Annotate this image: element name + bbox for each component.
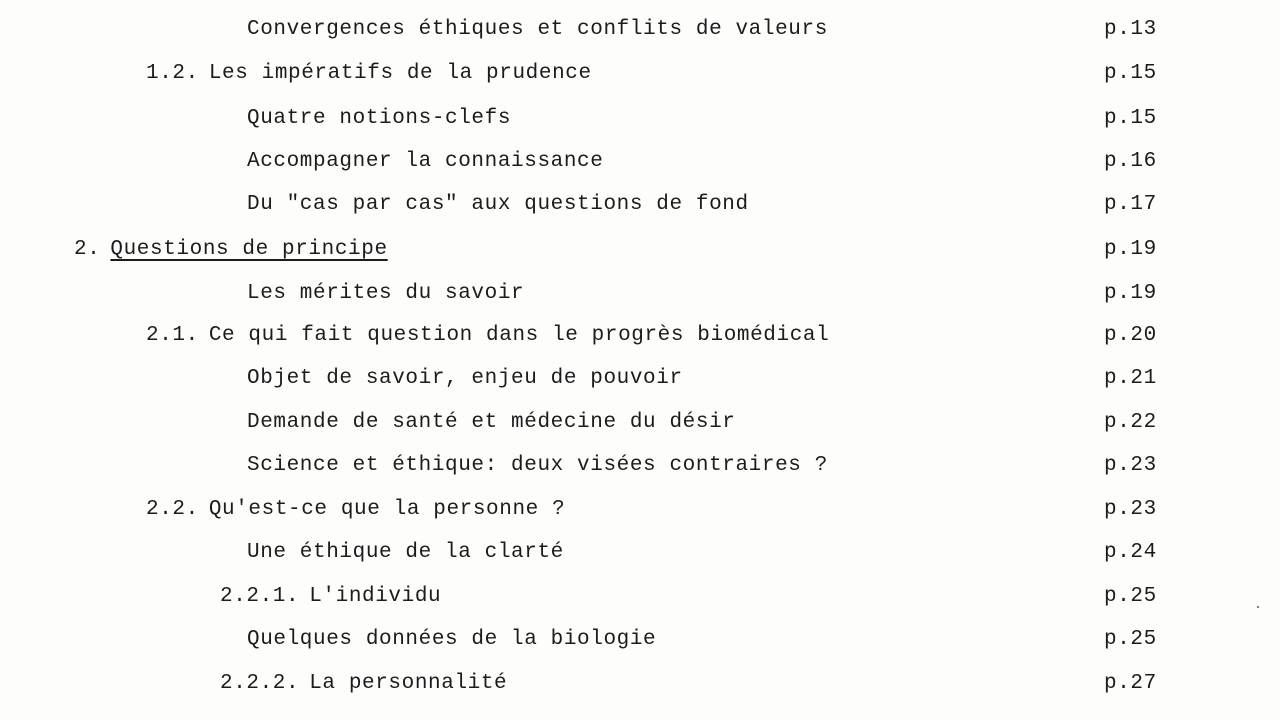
toc-entry [0, 16, 1280, 46]
toc-entry-page-number: p.13 [1104, 18, 1157, 41]
toc-entry-heading [247, 105, 511, 133]
toc-entry-heading [220, 670, 507, 698]
toc-entry-heading [74, 236, 388, 264]
toc-entry [0, 191, 1280, 221]
toc-entry-heading [247, 539, 564, 567]
toc-entry-page-number: p.24 [1104, 541, 1157, 564]
toc-entry-title: Quelques données de la biologie [247, 628, 657, 651]
toc-entry-heading [146, 322, 829, 350]
toc-entry-page-number: p.15 [1104, 62, 1157, 85]
toc-entry [0, 322, 1280, 352]
toc-entry [0, 496, 1280, 526]
toc-entry-heading [247, 409, 735, 437]
toc-entry [0, 583, 1280, 613]
toc-entry-title: Une éthique de la clarté [247, 541, 564, 564]
toc-entry-page-number: p.23 [1104, 498, 1157, 521]
toc-entry-title: La personnalité [309, 672, 508, 695]
toc-entry-title: Accompagner la connaissance [247, 150, 604, 173]
toc-entry-title: Du "cas par cas" aux questions de fond [247, 193, 749, 216]
toc-entry-number: 2.2. [146, 498, 199, 521]
toc-entry-number: 2.1. [146, 324, 199, 347]
toc-entry-title: Les impératifs de la prudence [208, 62, 592, 85]
paper-speck [1257, 606, 1259, 608]
toc-entry-title: Demande de santé et médecine du désir [247, 411, 736, 434]
toc-entry-page-number: p.22 [1104, 411, 1157, 434]
toc-entry [0, 626, 1280, 656]
toc-entry-page-number: p.27 [1104, 672, 1157, 695]
toc-entry-number: 1.2. [146, 62, 199, 85]
toc-entry-number: 2.2.2. [220, 672, 300, 695]
toc-entry-heading [247, 191, 749, 219]
toc-entry-title: Quatre notions-clefs [247, 107, 512, 130]
toc-entry-title: Questions de principe [110, 238, 388, 261]
toc-entry-page-number: p.25 [1104, 628, 1157, 651]
toc-entry [0, 105, 1280, 135]
toc-entry [0, 452, 1280, 482]
toc-entry-page-number: p.15 [1104, 107, 1157, 130]
toc-entry [0, 280, 1280, 310]
toc-entry [0, 670, 1280, 700]
toc-entry-title: Qu'est-ce que la personne ? [208, 498, 566, 521]
toc-entry-page-number: p.20 [1104, 324, 1157, 347]
toc-entry-heading [247, 280, 524, 308]
toc-entry-title: L'individu [309, 585, 442, 608]
toc-entry-title: Les mérites du savoir [247, 282, 525, 305]
toc-entry [0, 60, 1280, 90]
toc-entry-title: Ce qui fait question dans le progrès biomédical [208, 324, 830, 347]
toc-entry-heading [247, 148, 603, 176]
toc-entry-page-number: p.17 [1104, 193, 1157, 216]
toc-entry-number: 2. [74, 238, 101, 261]
toc-entry-number: 2.2.1. [220, 585, 300, 608]
toc-entry-heading [247, 365, 683, 393]
toc-entry-heading [146, 496, 565, 524]
toc-entry-page-number: p.19 [1104, 238, 1157, 261]
toc-entry-title: Convergences éthiques et conflits de valeurs [247, 18, 828, 41]
toc-entry-heading [146, 60, 592, 88]
toc-entry-title: Science et éthique: deux visées contraires ? [247, 454, 828, 477]
toc-entry [0, 409, 1280, 439]
toc-entry-heading [247, 626, 656, 654]
toc-entry-page-number: p.21 [1104, 367, 1157, 390]
toc-entry-title: Objet de savoir, enjeu de pouvoir [247, 367, 683, 390]
toc-entry-page-number: p.23 [1104, 454, 1157, 477]
toc-entry-heading [247, 16, 828, 44]
toc-entry [0, 236, 1280, 266]
toc-entry-heading [220, 583, 441, 611]
toc-entry-page-number: p.25 [1104, 585, 1157, 608]
toc-entry-page-number: p.19 [1104, 282, 1157, 305]
toc-entry-heading [247, 452, 828, 480]
toc-entry [0, 148, 1280, 178]
toc-entry [0, 539, 1280, 569]
toc-entry-page-number: p.16 [1104, 150, 1157, 173]
toc-entry [0, 365, 1280, 395]
